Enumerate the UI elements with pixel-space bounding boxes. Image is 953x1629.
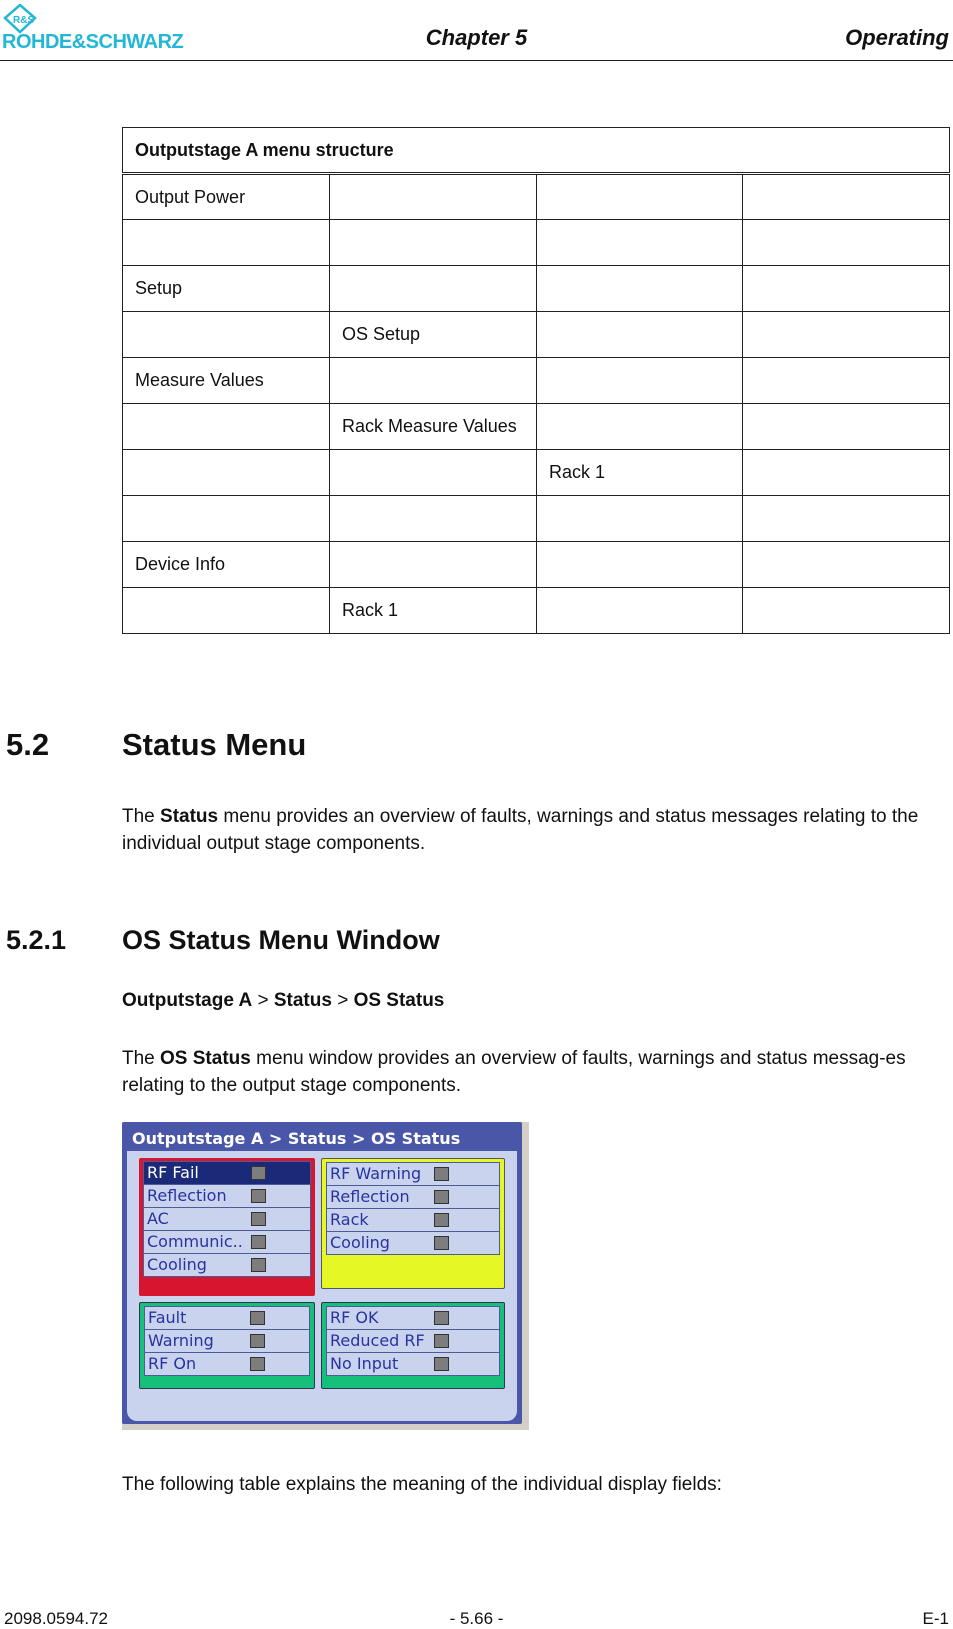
table-row	[123, 542, 950, 588]
table-cell	[330, 358, 537, 404]
subsection-heading-title: OS Status Menu Window	[122, 925, 440, 955]
indicator-label: Rack	[330, 1210, 369, 1229]
text: menu provides an overview of faults, warnings and status messages relating to the individual output stage components.	[122, 806, 919, 854]
status-indicator-row	[326, 1306, 500, 1330]
table-cell	[330, 174, 537, 220]
table-cell	[537, 312, 743, 358]
table-cell	[743, 220, 950, 266]
indicator-label: RF OK	[330, 1308, 379, 1327]
status-led-icon	[434, 1190, 449, 1204]
section-title: Operating	[845, 25, 949, 50]
status-led-icon	[434, 1167, 449, 1181]
table-cell	[743, 588, 950, 634]
fault-group	[139, 1158, 315, 1296]
status-indicator-row	[143, 1253, 311, 1277]
path-item: Outputstage A	[122, 990, 253, 1011]
text: menu window provides an overview of faults, warnings and status messag-es relating to the output stage components.	[122, 1048, 906, 1096]
table-cell	[743, 404, 950, 450]
table-cell	[537, 496, 743, 542]
status-indicator-row	[326, 1352, 500, 1376]
menu-path	[122, 987, 950, 1014]
page-number: - 5.66 -	[449, 1609, 504, 1628]
table-cell	[123, 496, 330, 542]
indicator-label: Reduced RF	[330, 1331, 425, 1350]
status-indicator-row	[144, 1329, 310, 1353]
menu-structure-table	[122, 127, 950, 634]
status-led-icon	[250, 1357, 265, 1371]
indicator-label: Cooling	[330, 1233, 390, 1252]
os-status-window	[122, 1122, 522, 1424]
table-row	[123, 588, 950, 634]
section-number: 5.2	[6, 727, 50, 762]
table-cell	[537, 588, 743, 634]
status-menu-description	[122, 803, 950, 857]
table-cell: Rack Measure Values	[330, 404, 537, 450]
table-cell: Setup	[123, 266, 330, 312]
status-led-icon	[250, 1311, 265, 1325]
status-led-icon	[251, 1189, 266, 1203]
table-cell	[123, 404, 330, 450]
status-led-icon	[434, 1311, 449, 1325]
table-intro: The following table explains the meaning of the individual display fields:	[122, 1474, 722, 1495]
status-indicator-row	[143, 1207, 311, 1231]
table-caption: Outputstage A menu structure	[123, 128, 950, 174]
svg-text:R&S: R&S	[13, 15, 35, 26]
indicator-label: Communic..	[147, 1232, 243, 1251]
table-cell	[537, 174, 743, 220]
os-status-description	[122, 1045, 950, 1099]
indicator-label: Cooling	[147, 1255, 207, 1274]
table-cell	[123, 312, 330, 358]
window-body	[127, 1151, 517, 1421]
table-cell	[743, 312, 950, 358]
indicator-label: RF On	[148, 1354, 197, 1373]
bold-term: Status	[160, 806, 219, 827]
table-cell: Device Info	[123, 542, 330, 588]
table-cell	[330, 496, 537, 542]
path-item: OS Status	[353, 990, 445, 1011]
status-led-icon	[434, 1334, 449, 1348]
indicator-label: Reflection	[330, 1187, 410, 1206]
table-row	[123, 312, 950, 358]
path-separator: >	[331, 990, 354, 1011]
table-row	[123, 220, 950, 266]
table-cell	[537, 220, 743, 266]
os-status-screenshot	[122, 1122, 529, 1430]
status-indicator-row	[143, 1230, 311, 1254]
status-indicator-row	[143, 1184, 311, 1208]
status-indicator-row	[326, 1185, 500, 1209]
table-row	[123, 358, 950, 404]
indicator-label: Warning	[148, 1331, 214, 1350]
status-led-icon	[434, 1357, 449, 1371]
edition: E-1	[922, 1609, 949, 1628]
table-cell	[743, 266, 950, 312]
table-row	[123, 404, 950, 450]
table-cell	[330, 220, 537, 266]
table-cell	[743, 542, 950, 588]
status-led-icon	[251, 1235, 266, 1249]
table-row	[123, 450, 950, 496]
status-led-icon	[250, 1334, 265, 1348]
table-cell	[537, 358, 743, 404]
table-row	[123, 174, 950, 220]
table-cell	[743, 450, 950, 496]
table-cell	[537, 542, 743, 588]
table-row	[123, 266, 950, 312]
status-led-icon	[434, 1236, 449, 1250]
indicator-label: Reflection	[147, 1186, 227, 1205]
summary-group	[139, 1302, 315, 1389]
subsection-number: 5.2.1	[6, 925, 67, 955]
path-separator: >	[252, 990, 274, 1011]
status-led-icon	[434, 1213, 449, 1227]
table-cell	[123, 220, 330, 266]
table-cell: Output Power	[123, 174, 330, 220]
status-indicator-row	[143, 1161, 311, 1185]
table-cell	[123, 588, 330, 634]
table-cell	[330, 450, 537, 496]
indicator-label: RF Fail	[147, 1163, 199, 1182]
header-rule	[0, 60, 953, 61]
chapter-title: Chapter 5	[425, 25, 528, 50]
status-indicator-row	[144, 1306, 310, 1330]
path-item: Status	[273, 990, 332, 1011]
doc-number: 2098.0594.72	[4, 1609, 108, 1628]
indicator-label: RF Warning	[330, 1164, 422, 1183]
status-led-icon	[251, 1258, 266, 1272]
table-cell	[330, 266, 537, 312]
text: The	[122, 806, 161, 827]
status-indicator-row	[326, 1162, 500, 1186]
table-row	[123, 496, 950, 542]
logo-wordmark: ROHDE&SCHWARZ	[2, 31, 184, 53]
table-cell	[743, 174, 950, 220]
status-led-icon	[251, 1212, 266, 1226]
warning-group	[321, 1158, 505, 1289]
indicator-label: Fault	[148, 1308, 187, 1327]
status-led-icon	[251, 1166, 266, 1180]
indicator-label: AC	[147, 1209, 169, 1228]
text: The	[122, 1048, 161, 1069]
indicator-label: No Input	[330, 1354, 399, 1373]
table-cell	[537, 266, 743, 312]
status-indicator-row	[326, 1208, 500, 1232]
table-cell: Rack 1	[537, 450, 743, 496]
status-indicator-row	[144, 1352, 310, 1376]
table-cell	[743, 358, 950, 404]
window-title: Outputstage A > Status > OS Status	[132, 1129, 461, 1148]
table-cell: Rack 1	[330, 588, 537, 634]
table-cell	[537, 404, 743, 450]
table-cell	[743, 496, 950, 542]
table-cell	[330, 542, 537, 588]
table-cell: Measure Values	[123, 358, 330, 404]
bold-term: OS Status	[160, 1048, 251, 1069]
status-indicator-row	[326, 1329, 500, 1353]
table-cell	[123, 450, 330, 496]
table-cell: OS Setup	[330, 312, 537, 358]
section-heading-title: Status Menu	[122, 727, 307, 762]
status-indicator-row	[326, 1231, 500, 1255]
rf-state-group	[321, 1302, 505, 1389]
